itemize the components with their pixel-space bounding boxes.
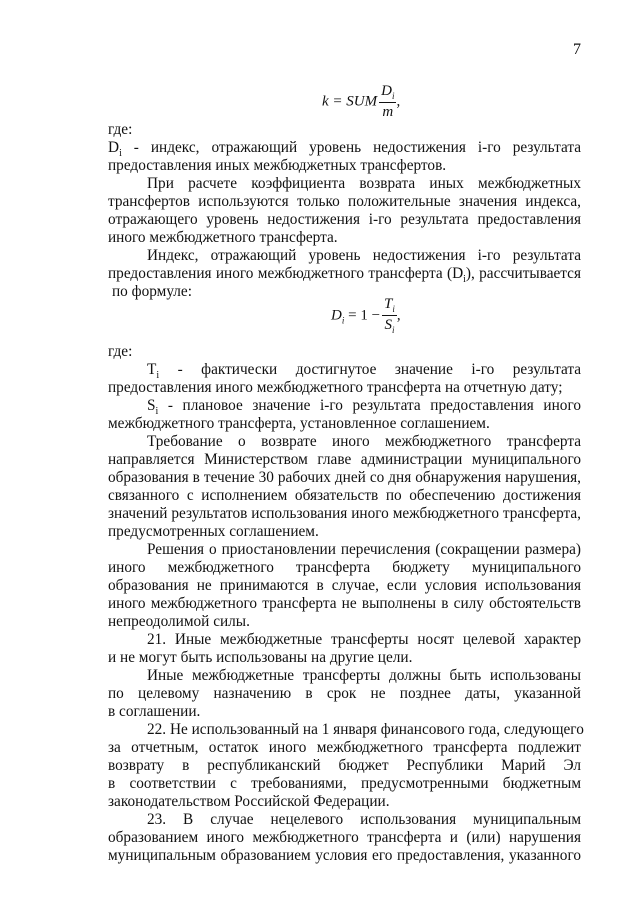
text-line: Иные межбюджетные трансферты должны быть использованы: [147, 667, 581, 684]
text-line: образования не принимаются в случае, если условия использования: [108, 577, 581, 594]
text-line: непреодолимой силы.: [108, 613, 250, 630]
text-line: иного межбюджетного трансферта.: [108, 229, 338, 246]
formula-k-comma: ,: [396, 93, 401, 110]
formula-k: [322, 84, 400, 120]
formula-d-denominator-sub: i: [391, 325, 395, 335]
formula-k-numerator-sub: i: [391, 91, 395, 101]
text-line: по целевому назначению в срок не позднее даты, указанной: [108, 685, 581, 702]
formula-d-eq: = 1 −: [348, 307, 381, 324]
formula-d-numerator-sub: i: [392, 304, 395, 314]
text-line: предоставления иного межбюджетного трансферта на отчетную дату;: [108, 379, 563, 396]
text-line: образования в течение 30 рабочих дней со дня обнаружения нарушения,: [108, 469, 581, 486]
text-line: Требование о возврате иного межбюджетного трансферта: [147, 433, 581, 450]
formula-d-numerator: T: [384, 296, 393, 312]
text-line: в соответствии с требованиями, предусмотренными бюджетным: [108, 775, 581, 792]
text-line: $S_i$ - плановое значение i-го результата предоставления иного: [147, 397, 581, 418]
text-line: При расчете коэффициента возврата иных межбюджетных: [147, 175, 581, 192]
text-line: значений результатов использования иного межбюджетного трансферта,: [108, 505, 581, 522]
text-line: образованием иного межбюджетного трансферта и (или) нарушения: [108, 829, 581, 846]
text-line: 23. В случае нецелевого использования муниципальным: [147, 811, 581, 828]
formula-d: [331, 297, 401, 335]
text-line: $D_i$ - индекс, отражающий уровень недостижения i-го результата: [108, 139, 581, 160]
formula-k-lhs: k: [322, 93, 329, 110]
text-line: иного межбюджетного трансферта не выполнены в силу обстоятельств: [108, 595, 581, 612]
text-line: межбюджетного трансферта, установленное соглашением.: [108, 415, 490, 432]
text-line: $T_i$ - фактически достигнутое значение i-го результата: [147, 361, 581, 382]
text-line: трансфертов используются только положительные значения индекса,: [108, 193, 581, 210]
text-line: законодательством Российской Федерации.: [108, 793, 390, 810]
text-line: 21. Иные межбюджетные трансферты носят целевой характер: [147, 631, 581, 648]
text-line: возврату в республиканский бюджет Республики Марий Эл: [108, 757, 581, 774]
text-line: и не могут быть использованы на другие цели.: [108, 649, 413, 666]
formula-k-fraction: [379, 84, 396, 120]
formula-k-eq: = SUM: [332, 93, 378, 110]
formula-d-comma: ,: [396, 307, 401, 324]
formula-d-lhs-sub: i: [341, 315, 345, 326]
text-line: иного межбюджетного трансферта бюджету муниципального: [108, 559, 581, 576]
text-line: где:: [108, 343, 133, 360]
formula-k-numerator: D: [381, 83, 392, 99]
text-line: предоставления иных межбюджетных трансфертов.: [108, 157, 447, 174]
formula-k-denominator: m: [382, 104, 394, 120]
formula-d-fraction: [382, 297, 397, 335]
text-line: 22. Не использованный на 1 января финансового года, следующего: [147, 721, 584, 738]
text-line: направляется Министерством главе администрации муниципального: [108, 451, 581, 468]
text-line: Решения о приостановлении перечисления (сокращении размера): [147, 541, 581, 558]
page-number: 7: [573, 41, 581, 58]
text-line: предусмотренных соглашением.: [108, 523, 319, 540]
text-line: Индекс, отражающий уровень недостижения i-го результата: [147, 247, 581, 264]
text-line: предоставления иного межбюджетного трансферта $(D_i)$, рассчитывается: [108, 265, 582, 286]
text-line: в соглашении.: [108, 703, 201, 720]
text-line: связанного с исполнением обязательств по обеспечению достижения: [108, 487, 581, 504]
text-line: где:: [108, 121, 133, 138]
formula-d-denominator: S: [384, 317, 392, 333]
text-line: отражающего уровень недостижения i-го результата предоставления: [108, 211, 581, 228]
text-line: за отчетным, остаток иного межбюджетного трансферта подлежит: [108, 739, 581, 756]
text-line: по формуле:: [112, 283, 192, 300]
text-line: муниципальным образованием условия его предоставления, указанного: [108, 847, 581, 864]
formula-d-lhs: D: [331, 307, 342, 324]
